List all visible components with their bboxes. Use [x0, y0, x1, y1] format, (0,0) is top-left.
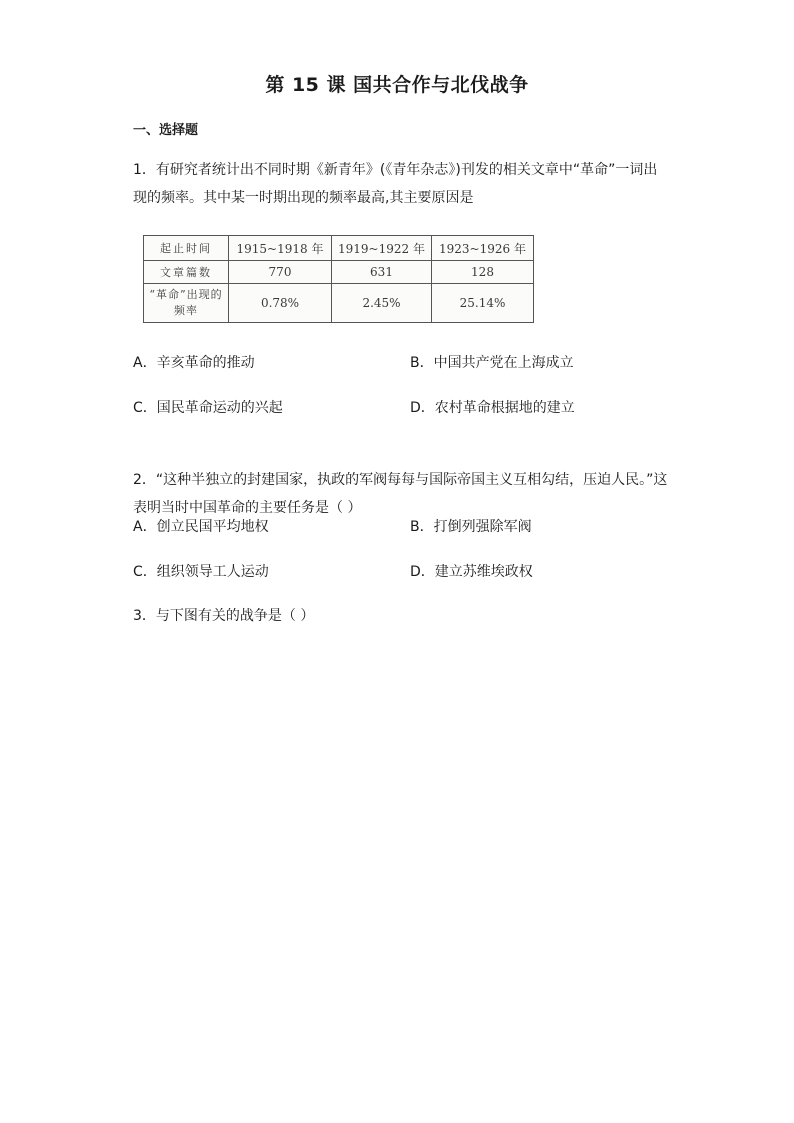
question-3-text: 3．与下图有关的战争是（ ）: [133, 608, 315, 624]
section-heading: 一、选择题: [133, 123, 199, 138]
question-2-text: 2．“这种半独立的封建国家，执政的军阀每每与国际帝国主义互相勾结，压迫人民。”这表明当时中国革命的主要任务是（ ）: [133, 472, 668, 516]
question-2-option-a: A．创立民国平均地权: [133, 519, 269, 535]
table-header-row: [144, 236, 534, 261]
table-header-cell: 1915~1918 年: [229, 236, 332, 261]
table-row: [144, 284, 534, 323]
table-cell: “革命”出现的频率: [144, 284, 229, 323]
table-cell: 文章篇数: [144, 261, 229, 284]
question-1-option-c: C．国民革命运动的兴起: [133, 400, 283, 416]
table-cell: 631: [332, 261, 432, 284]
question-2-option-b: B．打倒列强除军阀: [410, 519, 532, 535]
question-2-option-d: D．建立苏维埃政权: [410, 564, 533, 580]
question-1-option-a: A．辛亥革命的推动: [133, 355, 255, 371]
page-title: 第 15 课 国共合作与北伐战争: [265, 74, 529, 96]
question-1-option-b: B．中国共产党在上海成立: [410, 355, 574, 371]
table-cell: 2.45%: [332, 284, 432, 323]
table-cell: 770: [229, 261, 332, 284]
question-1-option-d: D．农村革命根据地的建立: [410, 400, 575, 416]
table-header-cell: 起止时间: [144, 236, 229, 261]
statistics-table: [143, 235, 534, 323]
table-cell: 0.78%: [229, 284, 332, 323]
table-row: [144, 261, 534, 284]
table-header-cell: 1923~1926 年: [432, 236, 534, 261]
question-2-option-c: C．组织领导工人运动: [133, 564, 269, 580]
table-header-cell: 1919~1922 年: [332, 236, 432, 261]
question-1-text: 1．有研究者统计出不同时期《新青年》(《青年杂志》)刊发的相关文章中“革命”一词出现的频率。其中某一时期出现的频率最高,其主要原因是: [133, 162, 658, 206]
table-cell: 128: [432, 261, 534, 284]
table-cell: 25.14%: [432, 284, 534, 323]
